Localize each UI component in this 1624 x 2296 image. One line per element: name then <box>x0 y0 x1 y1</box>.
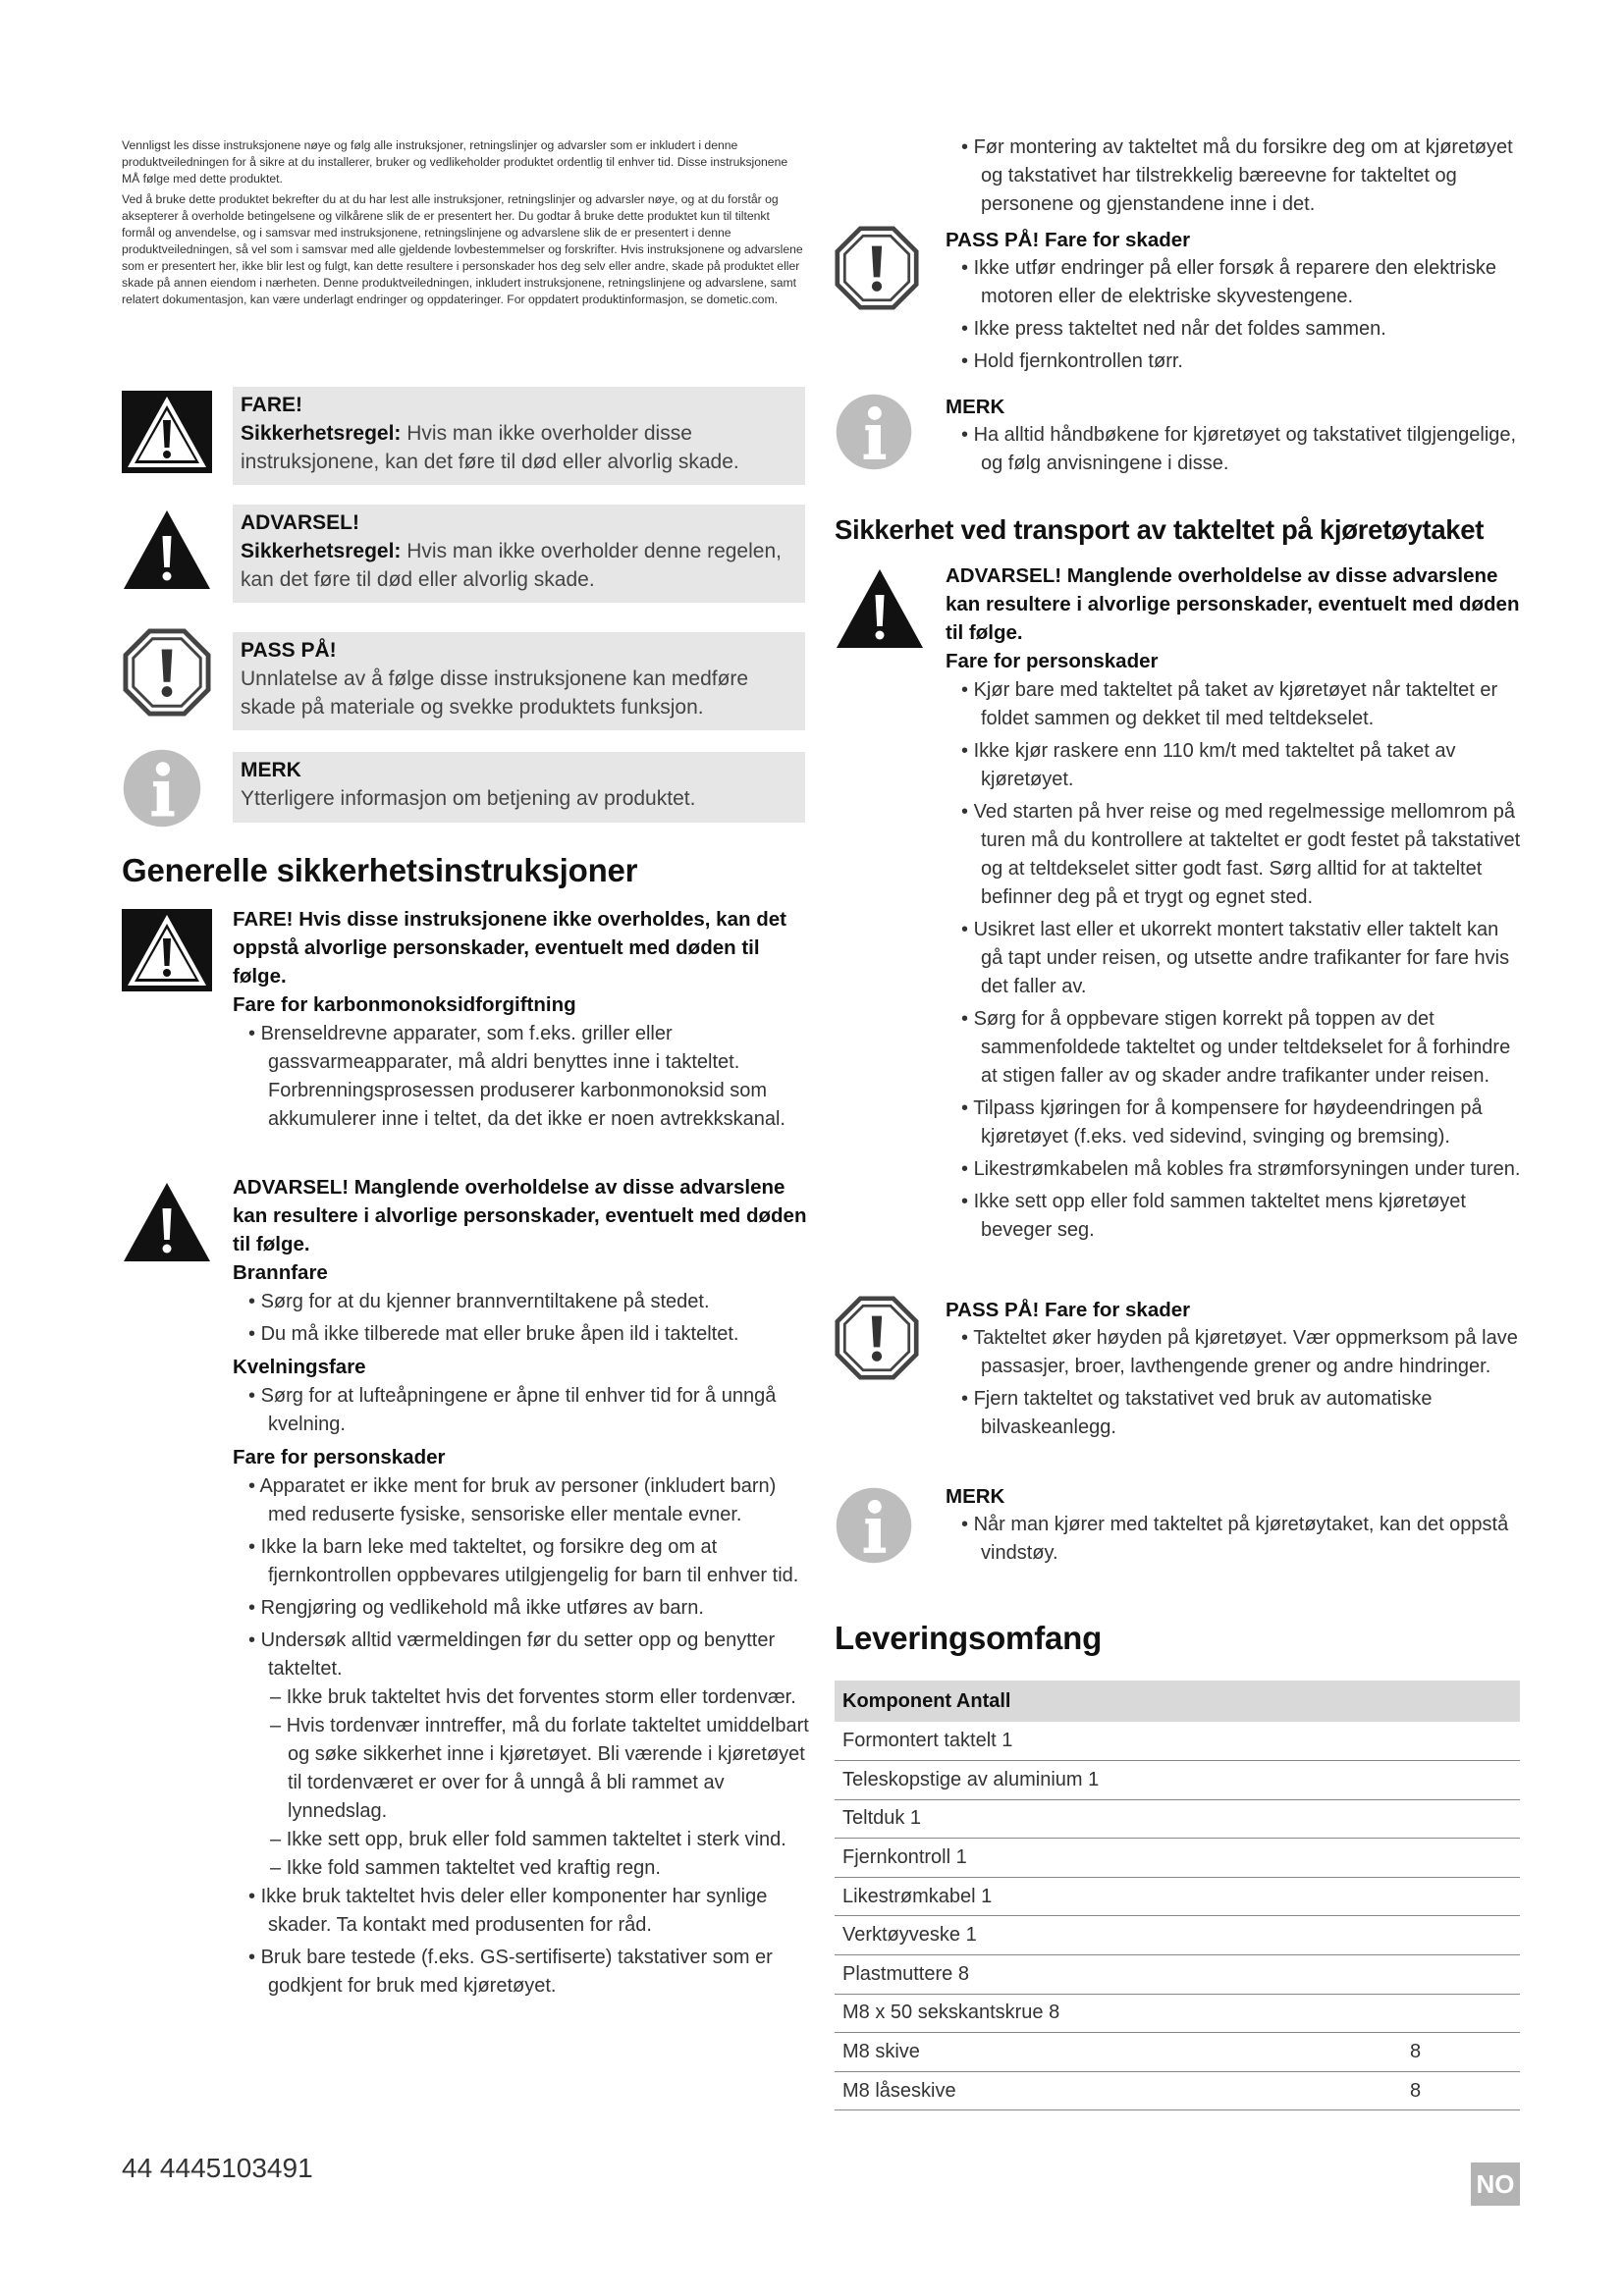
table-row <box>835 1799 1520 1839</box>
intro-text <box>122 137 803 312</box>
list-item: • Ikke bruk takteltet hvis deler eller komponenter har synlige skader. Ta kontakt med produsenten for råd. <box>233 1883 812 1940</box>
table-row <box>835 2033 1520 2072</box>
notice-warning-bold: Sikkerhetsregel: <box>241 540 402 562</box>
list-item: – Hvis tordenvær inntreffer, må du forlate takteltet umiddelbart og søke sikkerhet inne i kjøretøyet. Bli værende i kjøretøyet til tordenværet er over for å unngå å bli rammet av lynnedslag. <box>233 1712 812 1826</box>
weather-sub-list <box>233 1683 812 1883</box>
right-note-head: MERK <box>946 396 1005 418</box>
section-title-transport: Sikkerhet ved transport av takteltet på kjøretøytaket <box>835 514 1485 545</box>
table-cell <box>1402 1877 1520 1916</box>
table-cell: 8 <box>1402 2033 1520 2072</box>
notice-caution <box>122 628 805 726</box>
notice-danger <box>122 387 805 485</box>
fire-list <box>233 1288 812 1349</box>
list-item: • Brenseldrevne apparater, som f.eks. griller eller gassvarmeapparater, må aldri benyttes inne i takteltet. Forbrenningsprosessen produserer karbonmonoksid som akkumulerer inne i teltet, da det ikke er noen avtrekkskanal. <box>233 1020 809 1134</box>
table-cell <box>1402 1955 1520 1995</box>
section-title-scope: Leveringsomfang <box>835 1620 1103 1656</box>
sub-heading-fire: Brannfare <box>233 1261 328 1284</box>
table-cell: 8 <box>1402 2071 1520 2110</box>
table-cell: Teleskopstige av aluminium 1 <box>835 1761 1402 1800</box>
notice-danger-head: FARE! <box>241 394 302 416</box>
warning-icon <box>122 508 212 591</box>
caution-icon <box>835 1296 919 1380</box>
language-badge: NO <box>1471 2163 1520 2206</box>
suffocation-list <box>233 1382 812 1439</box>
transport-caution-head: PASS PÅ! Fare for skader <box>946 1299 1191 1321</box>
list-item: • Ikke la barn leke med takteltet, og forsikre deg om at fjernkontrollen oppbevares utilgjengelig for barn til enhver tid. <box>233 1533 812 1590</box>
danger-icon <box>122 909 212 991</box>
table-header-row <box>835 1681 1520 1722</box>
general-danger-head: FARE! Hvis disse instruksjonene ikke overholdes, kan det oppstå alvorlige personskader, eventuelt med døden til følge. <box>233 908 786 988</box>
table-cell: M8 skive <box>835 2033 1402 2072</box>
list-item: • Likestrømkabelen må kobles fra strømforsyningen under turen. <box>946 1155 1522 1184</box>
list-item: • Kjør bare med takteltet på taket av kjøretøyet når takteltet er foldet sammen og dekket til med teltdekselet. <box>946 676 1522 733</box>
general-danger-list <box>233 1020 809 1134</box>
table-row <box>835 1877 1520 1916</box>
list-item: • Sørg for at du kjenner brannverntiltakene på stedet. <box>233 1288 812 1316</box>
transport-warning-head: ADVARSEL! Manglende overholdelse av disse advarslene kan resultere i alvorlige personskader, eventuelt med døden til følge. <box>946 564 1520 644</box>
info-icon <box>122 748 202 828</box>
list-item: • Fjern takteltet og takstativet ved bruk av automatiske bilvaskeanlegg. <box>946 1385 1522 1442</box>
notice-warning-head: ADVARSEL! <box>241 511 359 534</box>
caution-icon <box>835 226 919 310</box>
table-cell <box>1402 1916 1520 1955</box>
notice-caution-head: PASS PÅ! <box>241 639 337 662</box>
warning-icon <box>835 567 925 650</box>
transport-caution-block <box>835 1296 1522 1477</box>
transport-note-block <box>835 1482 1522 1580</box>
list-item: • Du må ikke tilberede mat eller bruke åpen ild i takteltet. <box>233 1320 812 1349</box>
list-item: • Ved starten på hver reise og med regelmessige mellomrom på turen må du kontrollere at takteltet er godt festet på takstativet og at teltdekselet sitter godt fast. Sørg alltid for at takteltet befinner deg på et trygt og egnet sted. <box>946 798 1522 912</box>
table-cell: Likestrømkabel 1 <box>835 1877 1402 1916</box>
general-warning-head: ADVARSEL! Manglende overholdelse av disse advarslene kan resultere i alvorlige personskader, eventuelt med døden til følge. <box>233 1176 807 1255</box>
danger-icon <box>122 391 212 473</box>
list-item: – Ikke sett opp, bruk eller fold sammen takteltet i sterk vind. <box>233 1826 812 1854</box>
general-danger-block <box>122 905 809 1170</box>
table-cell: Teltduk 1 <box>835 1799 1402 1839</box>
table-row <box>835 2071 1520 2110</box>
list-item: • Apparatet er ikke ment for bruk av personer (inkludert barn) med reduserte fysiske, sensoriske eller mentale evner. <box>233 1472 812 1529</box>
table-header: Komponent Antall <box>835 1681 1520 1722</box>
list-item: – Ikke bruk takteltet hvis det forventes storm eller tordenvær. <box>233 1683 812 1712</box>
table-cell: Plastmuttere 8 <box>835 1955 1402 1995</box>
notice-danger-bold: Sikkerhetsregel: <box>241 422 402 445</box>
notice-note-text: Ytterligere informasjon om betjening av produktet. <box>241 787 696 810</box>
list-item: • Tilpass kjøringen for å kompensere for høydeendringen på kjøretøyet (f.eks. ved sidevind, svinging og bremsing). <box>946 1095 1522 1151</box>
sub-heading-injury: Fare for personskader <box>233 1446 446 1468</box>
table-row <box>835 1916 1520 1955</box>
right-caution-head: PASS PÅ! Fare for skader <box>946 229 1191 251</box>
list-item: • Når man kjører med takteltet på kjøretøytaket, kan det oppstå vindstøy. <box>946 1511 1522 1568</box>
notice-warning <box>122 505 805 603</box>
list-item: • Sørg for å oppbevare stigen korrekt på toppen av det sammenfoldede takteltet og under teltdekselet for å forhindre at stigen faller av og skader andre trafikanter under reisen. <box>946 1005 1522 1091</box>
table-cell <box>1402 1994 1520 2033</box>
table-cell <box>1402 1761 1520 1800</box>
transport-note-head: MERK <box>946 1485 1005 1508</box>
table-row <box>835 1955 1520 1995</box>
table-cell: Formontert taktelt 1 <box>835 1722 1402 1761</box>
list-item: • Ikke utfør endringer på eller forsøk å reparere den elektriske motoren eller de elektriske skyvestengene. <box>946 254 1522 311</box>
list-item: • Takteltet øker høyden på kjøretøyet. Vær oppmerksom på lave passasjer, broer, lavthengende grener og andre hindringer. <box>946 1324 1522 1381</box>
notice-warning-text: Hvis man ikke overholder denne regelen, kan det føre til død eller alvorlig skade. <box>241 540 782 591</box>
table-row <box>835 1761 1520 1800</box>
info-icon <box>835 393 913 471</box>
warning-icon <box>122 1181 212 1263</box>
list-item: • Ikke kjør raskere enn 110 km/t med takteltet på taket av kjøretøyet. <box>946 737 1522 794</box>
list-item: • Undersøk alltid værmeldingen før du setter opp og benytter takteltet. <box>233 1627 812 1683</box>
right-caution-block <box>835 226 1522 383</box>
list-item: • Ikke press takteltet ned når det foldes sammen. <box>946 315 1522 344</box>
sub-heading-suffocation: Kvelningsfare <box>233 1356 366 1378</box>
list-item: • Ha alltid håndbøkene for kjøretøyet og takstativet tilgjengelige, og følg anvisningene i disse. <box>946 421 1522 478</box>
notice-danger-text: Hvis man ikke overholder disse instruksjonene, kan det føre til død eller alvorlig skade. <box>241 422 739 473</box>
injury-list <box>233 1472 812 1683</box>
table-row <box>835 1839 1520 1878</box>
info-icon <box>835 1486 913 1565</box>
list-item: • Før montering av takteltet må du forsikre deg om at kjøretøyet og takstativet har tilstrekkelig bæreevne for takteltet og personene og gjenstandene inne i det. <box>946 133 1522 219</box>
table-cell: M8 låseskive <box>835 2071 1402 2110</box>
injury-list-continued <box>233 1883 812 2001</box>
table-row <box>835 1722 1520 1761</box>
list-item: • Usikret last eller et ukorrekt montert takstativ eller taktelt kan gå tapt under reisen, og utsette andre trafikanter for fare hvis det faller av. <box>946 916 1522 1001</box>
intro-paragraph-2: Ved å bruke dette produktet bekrefter du at du har lest alle instruksjoner, retningslinjer og advarsler nøye, og at du forstår og aksepterer å overholde betingelsene og vilkårene slik de er presentert her. Du godtar å bruke dette produktet kun til tiltenkt formål og anvendelse, og i samsvar med instruksjonene, retningslinjene og advarslene slik de er presentert i denne produktveiledningen, så vel som i samsvar med alle gjeldende lovbestemmelser og forskrifter. Hvis instruksjonene og advarslene som er presentert her, ikke blir lest og fulgt, kan dette resultere i personskader hos deg selv eller andre, skade på produktet eller skade på annen eiendom i nærheten. Denne produktveiledningen, inkludert instruksjonene, retningslinjene og advarslene, samt relatert dokumentasjon, kan være underlagt endringer og oppdateringer. For oppdatert produktinformasjon, se dometic.com. <box>122 192 803 306</box>
page-number: 44 4445103491 <box>122 2153 313 2183</box>
table-cell: Verktøyveske 1 <box>835 1916 1402 1955</box>
list-item: • Bruk bare testede (f.eks. GS-sertifiserte) takstativer som er godkjent for bruk med kjøretøyet. <box>233 1944 812 2001</box>
table-cell: Fjernkontroll 1 <box>835 1839 1402 1878</box>
table-cell <box>1402 1839 1520 1878</box>
section-title-general: Generelle sikkerhetsinstruksjoner <box>122 852 638 888</box>
notice-note-head: MERK <box>241 759 301 781</box>
intro-paragraph-1: Vennligst les disse instruksjonene nøye og følg alle instruksjoner, retningslinjer og advarsler som er inkludert i denne produktveiledningen for å sikre at du installerer, bruker og vedlikeholder produktet ordentlig til enhver tid. Disse instruksjonene MÅ følge med dette produktet. <box>122 138 788 186</box>
table-cell <box>1402 1799 1520 1839</box>
scope-table <box>835 1681 1520 2110</box>
notice-caution-text: Unnlatelse av å følge disse instruksjonene kan medføre skade på materiale og svekke produktets funksjon. <box>241 667 749 719</box>
transport-warning-block <box>835 561 1522 1288</box>
notice-note <box>122 748 805 827</box>
right-note-block <box>835 393 1522 491</box>
table-row <box>835 1994 1520 2033</box>
general-danger-sub: Fare for karbonmonoksidforgiftning <box>233 993 576 1016</box>
general-warning-block <box>122 1173 809 2115</box>
table-cell <box>1402 1722 1520 1761</box>
right-top-item <box>835 133 1522 222</box>
list-item: – Ikke fold sammen takteltet ved kraftig regn. <box>233 1854 812 1883</box>
transport-sub: Fare for personskader <box>946 650 1159 672</box>
list-item: • Hold fjernkontrollen tørr. <box>946 347 1522 376</box>
list-item: • Ikke sett opp eller fold sammen takteltet mens kjøretøyet beveger seg. <box>946 1188 1522 1245</box>
caution-icon <box>122 628 212 717</box>
table-cell: M8 x 50 sekskantskrue 8 <box>835 1994 1402 2033</box>
list-item: • Sørg for at lufteåpningene er åpne til enhver tid for å unngå kvelning. <box>233 1382 812 1439</box>
list-item: • Rengjøring og vedlikehold må ikke utføres av barn. <box>233 1594 812 1623</box>
